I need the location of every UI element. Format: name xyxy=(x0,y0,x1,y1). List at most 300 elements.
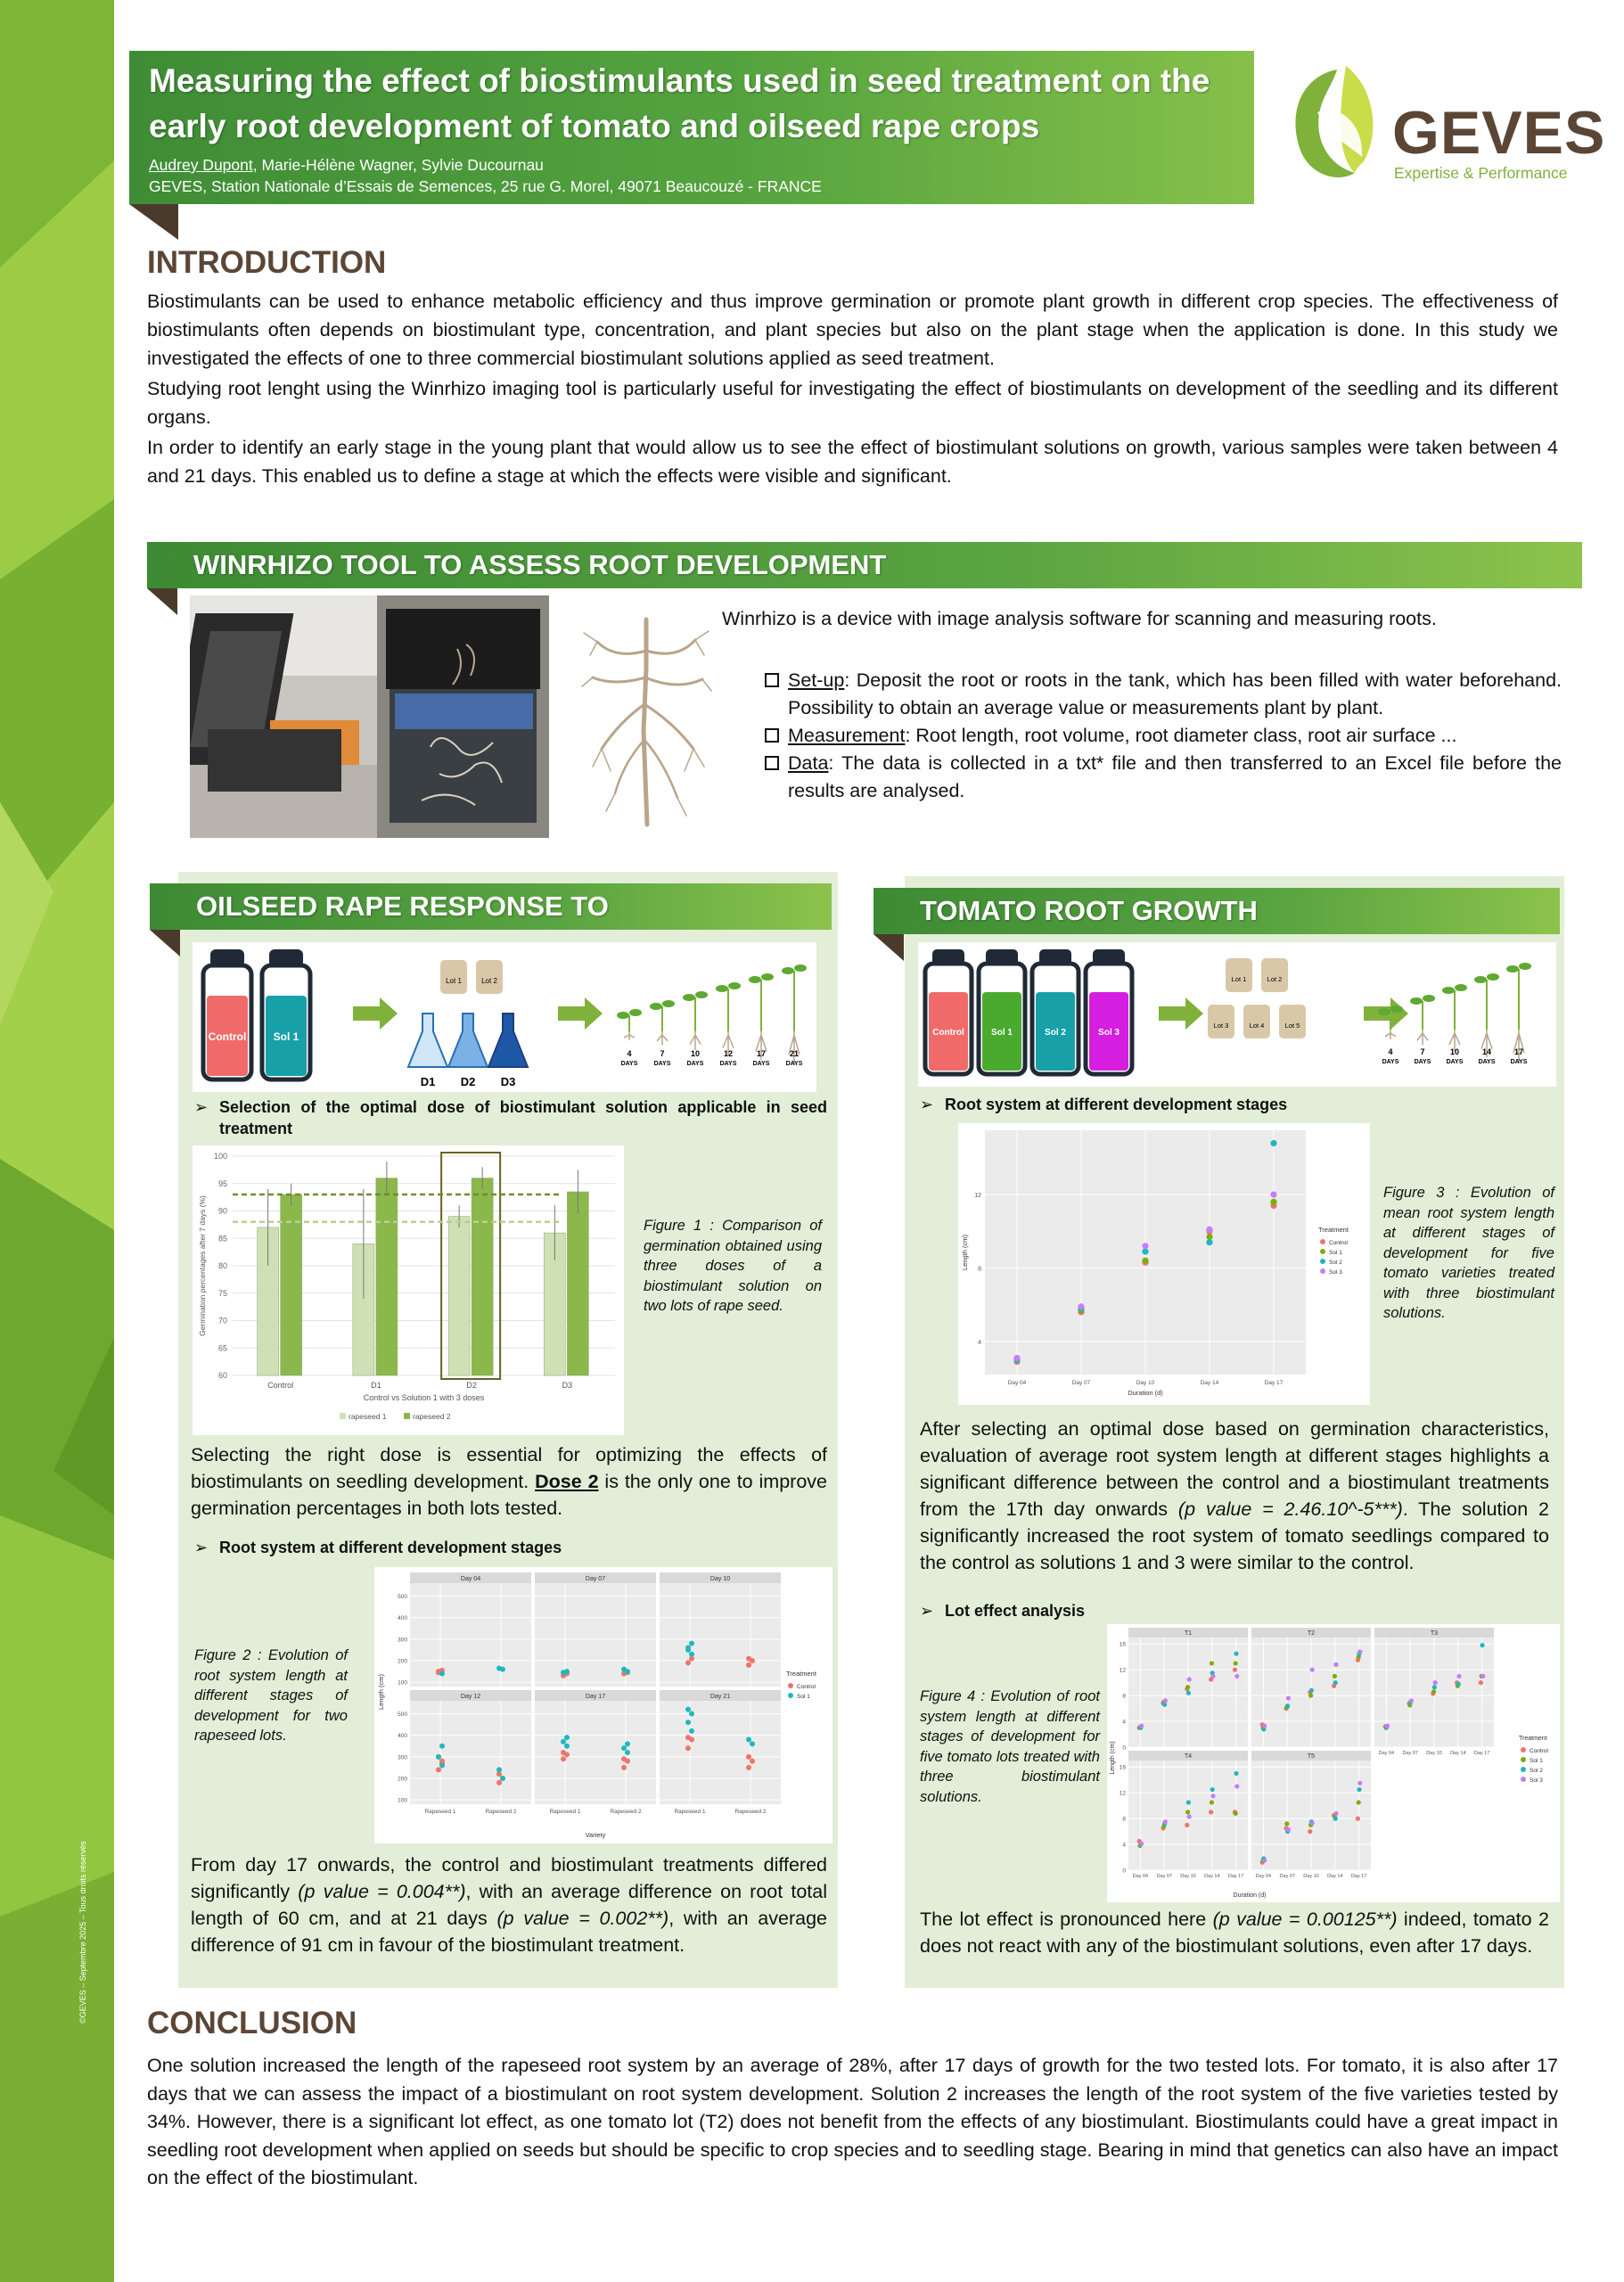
legend-marker xyxy=(1521,1747,1526,1753)
text-part: The lot effect is pronounced here xyxy=(920,1909,1213,1930)
legend-title: Treatment xyxy=(1318,1226,1349,1234)
bullet-text: Root system at different development stages xyxy=(219,1539,562,1556)
legend-label: rapeseed 2 xyxy=(413,1412,451,1421)
conclusion-text: One solution increased the length of the rapeseed root system by an average of 28%, after 17 days of growth for the two tested lots. For tomato, it is also after 17 days that we can assess the impact of a biostimulant on root system development. Solution 2 increases the length of the root system of the five varieties tested by 34%. However, there is a significant lot effect, as one tomato lot (T2) does not benefit from the effects of any biostimulant. Biostimulants could have a great impact in seedling root development when applied on seeds but should be specific to crop species and to seedling stage. Bearing in mind that genetics can also have an impact on the effect of the biostimulant. xyxy=(147,2055,1558,2188)
data-point-control xyxy=(685,1660,691,1665)
figure-3-caption: Figure 3 : Evolution of mean root system length at different stages of development for five tomato varieties treated with three biostimulant solutions. xyxy=(1383,1185,1554,1321)
leaf-icon xyxy=(1455,984,1467,991)
data-point xyxy=(1310,1668,1315,1672)
facet-title: Day 10 xyxy=(709,1576,731,1582)
data-point-sol1 xyxy=(436,1754,441,1760)
data-point xyxy=(1186,1691,1191,1695)
data-point xyxy=(1234,1811,1238,1816)
intro-paragraph-3: In order to identify an early stage in the young plant that would allow us to see the effect of biostimulant solutions on growth, various samples were taken between 4 and 21 days. This enabled us to define a stage at which the effects were visible and significant. xyxy=(147,437,1558,487)
data-point xyxy=(1385,1724,1390,1728)
data-point xyxy=(1209,1810,1213,1814)
leaf-icon xyxy=(1519,963,1531,970)
x-tick-label: Rapeseed 1 xyxy=(549,1809,581,1815)
introduction-text xyxy=(147,287,1558,492)
data-point xyxy=(1139,1724,1144,1728)
bottle-label: Sol 1 xyxy=(273,1030,299,1043)
decorative-side-band xyxy=(0,0,114,2282)
arrow-bullet-icon: ➢ xyxy=(194,1098,209,1116)
y-tick-label: 0 xyxy=(1122,1867,1126,1875)
data-point-sol1 xyxy=(1206,1234,1212,1240)
leaf-logo-icon xyxy=(1284,59,1390,193)
tomato-stages-paragraph xyxy=(920,1416,1549,1576)
ribbon-fold xyxy=(150,930,180,956)
winrhizo-checklist xyxy=(765,667,1562,805)
y-tick-label: 500 xyxy=(398,1594,407,1600)
data-point xyxy=(1186,1800,1191,1804)
facet-title: T4 xyxy=(1184,1753,1193,1760)
checkbox-icon xyxy=(765,756,779,770)
data-point xyxy=(1210,1794,1215,1798)
fig3-svg xyxy=(958,1123,1370,1405)
data-point xyxy=(1233,1668,1237,1672)
data-point-sol1 xyxy=(1142,1258,1148,1264)
legend-marker xyxy=(1320,1249,1325,1254)
bottle-label: Control xyxy=(208,1030,247,1043)
bar-rapeseed-2 xyxy=(376,1178,398,1375)
lot-label: Lot 2 xyxy=(1267,975,1283,983)
data-point-sol1 xyxy=(561,1739,566,1744)
root-system-icon xyxy=(579,615,713,829)
x-tick-label: Day 17 xyxy=(1473,1751,1490,1756)
day-unit: DAYS xyxy=(1510,1059,1528,1065)
data-point-control xyxy=(685,1745,691,1751)
x-tick-label: Day 14 xyxy=(1204,1874,1220,1879)
data-point-control xyxy=(621,1765,627,1770)
x-axis-label: Duration (d) xyxy=(1128,1389,1163,1397)
day-unit: DAYS xyxy=(653,1061,671,1067)
x-tick-label: Day 17 xyxy=(1264,1380,1284,1386)
data-point xyxy=(1185,1823,1189,1827)
banner-fold xyxy=(129,204,178,240)
data-point xyxy=(1162,1703,1167,1707)
tomato-protocol-scheme xyxy=(918,942,1556,1087)
y-tick-label: 300 xyxy=(398,1754,407,1761)
leaf-icon xyxy=(794,965,807,972)
y-tick-label: 70 xyxy=(217,1316,227,1326)
data-point-sol3 xyxy=(1078,1303,1084,1309)
x-tick-label: Day 07 xyxy=(1402,1751,1418,1756)
y-tick-label: 200 xyxy=(398,1776,407,1783)
data-point-control xyxy=(436,1767,441,1772)
data-point-sol3 xyxy=(1270,1192,1276,1198)
leaf-icon xyxy=(728,982,741,989)
facet-background xyxy=(410,1701,531,1804)
x-tick-label: Day 14 xyxy=(1450,1751,1466,1756)
legend-label: Control xyxy=(1329,1240,1348,1246)
data-point-sol1 xyxy=(625,1741,630,1746)
legend-marker xyxy=(1521,1777,1526,1782)
legend-marker xyxy=(788,1693,793,1698)
data-point xyxy=(1333,1662,1338,1667)
data-point xyxy=(1333,1817,1338,1821)
root-illustration xyxy=(579,615,713,829)
rapeseed-bullet-dose xyxy=(194,1096,827,1139)
dose-label: D1 xyxy=(420,1075,436,1088)
facet-title: Day 12 xyxy=(460,1694,481,1700)
text-part: is the only one to improve germination percentages in both lots tested. xyxy=(191,1471,827,1519)
leaf-icon xyxy=(749,976,761,983)
legend-swatch xyxy=(404,1413,410,1419)
x-tick-label: D3 xyxy=(562,1381,573,1390)
seedling-icon xyxy=(1442,984,1467,1051)
dose-flasks xyxy=(408,1014,528,1088)
coauthors: , Marie-Hélène Wagner, Sylvie Ducournau xyxy=(252,156,544,174)
x-tick-label: Day 17 xyxy=(1227,1874,1244,1879)
legend-label: rapeseed 1 xyxy=(349,1412,387,1421)
data-point-control xyxy=(746,1765,751,1770)
data-point-sol3 xyxy=(1013,1355,1020,1361)
ribbon-fold xyxy=(147,588,177,615)
day-number: 21 xyxy=(789,1049,800,1058)
rapeseed-bullet-stages xyxy=(194,1537,818,1558)
root-icon xyxy=(1513,1030,1524,1063)
data-point xyxy=(1210,1787,1215,1792)
arrow-bullet-icon: ➢ xyxy=(920,1602,934,1620)
day-unit: DAYS xyxy=(719,1061,737,1067)
leaf-icon xyxy=(1474,976,1487,983)
y-tick-label: 85 xyxy=(217,1234,227,1244)
y-tick-label: 400 xyxy=(398,1615,407,1622)
x-tick-label: Day 10 xyxy=(1136,1380,1155,1386)
bar-rapeseed-1 xyxy=(448,1217,470,1375)
seed-lots xyxy=(440,960,503,994)
data-point xyxy=(1357,1781,1362,1785)
logo-wordmark: GEVES xyxy=(1392,99,1606,167)
root-icon xyxy=(1417,1030,1428,1046)
data-point xyxy=(1262,1724,1267,1728)
figure-2-rapeseed-root-chart xyxy=(374,1567,833,1843)
day-number: 4 xyxy=(1388,1047,1393,1056)
data-point-sol1 xyxy=(621,1745,627,1751)
y-tick-label: 0 xyxy=(1122,1744,1126,1752)
y-tick-label: 300 xyxy=(398,1637,407,1644)
day-number: 7 xyxy=(1420,1047,1425,1056)
data-point-control xyxy=(561,1756,566,1761)
data-point-sol1 xyxy=(621,1667,627,1672)
lot-label: Lot 1 xyxy=(446,977,462,985)
y-tick-label: 16 xyxy=(1119,1764,1126,1771)
data-point xyxy=(1479,1680,1483,1685)
x-tick-label: Rapeseed 1 xyxy=(674,1809,706,1815)
legend-label: Sol 1 xyxy=(1530,1758,1543,1764)
data-point xyxy=(1234,1651,1238,1655)
root-icon xyxy=(690,1031,701,1050)
leaf-icon xyxy=(683,994,695,1001)
data-point-sol1 xyxy=(685,1647,691,1653)
data-point-sol1 xyxy=(685,1707,691,1712)
text-part: Selecting the right dose is essential for optimizing the effects of biostimulants on seedling development. xyxy=(191,1444,827,1492)
figure-3-tomato-root-chart xyxy=(958,1123,1370,1405)
checkbox-icon xyxy=(765,728,779,743)
day-unit: DAYS xyxy=(752,1061,770,1067)
tomato-bullet-lot xyxy=(920,1600,1544,1621)
bottle-sol-3 xyxy=(1086,949,1132,1074)
x-tick-label: Day 10 xyxy=(1180,1874,1196,1879)
leaf-icon xyxy=(617,1012,629,1019)
text-part: From day 17 onwards, the control and biostimulant treatments differed significantly xyxy=(191,1854,827,1902)
data-point-sol1 xyxy=(750,1741,755,1746)
day-number: 7 xyxy=(660,1049,665,1058)
facet-background xyxy=(535,1701,656,1804)
leaf-icon xyxy=(1487,973,1499,981)
rapeseed-scheme-svg xyxy=(193,942,816,1092)
x-axis-label: Duration (d) xyxy=(1233,1892,1267,1899)
fig4-svg xyxy=(1107,1624,1560,1902)
facet-title: T2 xyxy=(1307,1630,1316,1637)
x-tick-label: Day 10 xyxy=(1303,1874,1319,1879)
data-point xyxy=(1185,1685,1190,1689)
data-point-control xyxy=(496,1780,502,1785)
data-point xyxy=(1284,1821,1289,1826)
logo-tagline: Expertise & Performance xyxy=(1394,164,1568,182)
tomato-bullet-stages xyxy=(920,1094,1544,1115)
y-tick-label: 100 xyxy=(213,1152,227,1161)
x-tick-label: D2 xyxy=(466,1381,477,1390)
data-point-sol1 xyxy=(746,1737,751,1743)
author-list xyxy=(149,154,1234,176)
data-point xyxy=(1163,1698,1168,1703)
dose-label: D2 xyxy=(460,1075,476,1088)
data-point xyxy=(1163,1819,1168,1824)
day-unit: DAYS xyxy=(1478,1059,1496,1065)
facet-background xyxy=(660,1701,781,1804)
facet-title: Day 21 xyxy=(709,1694,731,1700)
seedling-icon xyxy=(1410,995,1435,1046)
x-tick-label: Day 04 xyxy=(1132,1874,1149,1879)
rapeseed-dose-paragraph xyxy=(191,1441,827,1522)
y-tick-label: 12 xyxy=(974,1193,981,1200)
facet-background xyxy=(535,1583,656,1687)
seedling-icon xyxy=(716,982,741,1055)
data-point xyxy=(1234,1661,1238,1665)
x-tick-label: Day 07 xyxy=(1071,1380,1091,1386)
data-point xyxy=(1333,1680,1338,1685)
bottle-label: Control xyxy=(932,1028,964,1038)
data-point xyxy=(1480,1643,1484,1647)
leaf-icon xyxy=(629,1009,642,1016)
item-term: Set-up xyxy=(788,669,845,691)
x-tick-label: Day 07 xyxy=(1279,1874,1295,1879)
legend-marker xyxy=(788,1683,793,1688)
data-point-sol2 xyxy=(1206,1239,1212,1245)
presenting-author: Audrey Dupont xyxy=(149,156,253,174)
data-point-sol2 xyxy=(1142,1248,1148,1254)
y-tick-label: 4 xyxy=(1122,1842,1126,1849)
data-point xyxy=(1357,1649,1362,1654)
copyright-notice: ©GEVES – Septembre 2025 – Tous droits réservés xyxy=(78,1841,87,2023)
checkbox-icon xyxy=(765,673,779,687)
data-point-sol1 xyxy=(564,1744,570,1749)
legend-marker xyxy=(1320,1259,1325,1264)
y-tick-label: 65 xyxy=(217,1343,227,1353)
data-point-control xyxy=(746,1662,751,1668)
day-unit: DAYS xyxy=(785,1061,803,1067)
data-point-sol1 xyxy=(439,1744,445,1749)
rapeseed-results-paragraph xyxy=(191,1851,827,1958)
title-banner xyxy=(129,51,1254,204)
x-tick-label: Day 17 xyxy=(1350,1874,1367,1879)
data-point-sol1 xyxy=(1270,1199,1276,1205)
y-tick-label: 100 xyxy=(398,1679,407,1687)
data-point xyxy=(1308,1829,1312,1834)
data-point xyxy=(1431,1689,1436,1694)
y-tick-label: 95 xyxy=(217,1178,227,1188)
p-value: (p value = 0.004**) xyxy=(298,1881,466,1902)
y-tick-label: 4 xyxy=(1122,1719,1126,1726)
y-tick-label: 75 xyxy=(217,1288,227,1298)
y-axis-label: Length (cm) xyxy=(961,1234,969,1271)
data-point xyxy=(1357,1800,1361,1804)
data-point xyxy=(1210,1674,1215,1679)
data-point xyxy=(1187,1814,1192,1818)
y-tick-label: 8 xyxy=(1122,1693,1126,1700)
data-point-sol1 xyxy=(625,1750,630,1755)
data-point-control xyxy=(621,1756,627,1761)
y-tick-label: 400 xyxy=(398,1733,407,1740)
seedling-icon xyxy=(749,973,774,1060)
bottle-sol-1 xyxy=(979,949,1025,1074)
x-tick-label: Rapeseed 2 xyxy=(734,1809,767,1815)
legend-label: Control xyxy=(1530,1748,1548,1754)
data-point xyxy=(1185,1810,1190,1814)
data-point xyxy=(1409,1698,1414,1703)
bar-rapeseed-2 xyxy=(472,1178,493,1375)
fig1-svg xyxy=(193,1145,624,1435)
x-tick-label: Control xyxy=(267,1381,294,1390)
seedling-icon xyxy=(683,991,708,1050)
text-part: indeed, tomato 2 does not react with any of the biostimulant solutions, even after 17 days. xyxy=(920,1909,1549,1957)
legend-marker xyxy=(1521,1757,1526,1762)
data-point-sol2 xyxy=(1270,1140,1276,1146)
tomato-lot-paragraph xyxy=(920,1906,1549,1959)
y-axis-label: Germination percentages after 7 days (%) xyxy=(198,1195,207,1336)
data-point-sol1 xyxy=(561,1670,566,1675)
data-point xyxy=(1432,1685,1437,1689)
leaf-icon xyxy=(1423,995,1435,1002)
legend-label: Control xyxy=(797,1684,816,1690)
data-point xyxy=(1210,1800,1214,1804)
rapeseed-heading: OILSEED RAPE RESPONSE TO xyxy=(196,891,609,922)
item-text: : The data is collected in a txt* file and then transferred to an Excel file before the results are analysed. xyxy=(788,752,1562,801)
y-tick-label: 500 xyxy=(398,1712,407,1718)
root-icon xyxy=(624,1031,635,1040)
data-point-sol1 xyxy=(439,1671,445,1677)
p-value: (p value = 0.00125**) xyxy=(1212,1909,1398,1930)
x-tick-label: Day 10 xyxy=(1426,1751,1442,1756)
data-point xyxy=(1139,1842,1144,1846)
seedling-growth-stages xyxy=(617,965,807,1067)
leaf-icon xyxy=(1506,965,1519,973)
legend-marker xyxy=(1521,1767,1526,1772)
data-point xyxy=(1308,1694,1313,1698)
bottle-label: Sol 1 xyxy=(991,1028,1013,1038)
x-axis-label: Control vs Solution 1 with 3 doses xyxy=(363,1393,485,1402)
y-axis-label: Length (cm) xyxy=(1110,1741,1116,1775)
data-point xyxy=(1310,1821,1315,1826)
y-tick-label: 12 xyxy=(1119,1667,1126,1674)
x-tick-label: D1 xyxy=(371,1381,381,1390)
tomato-section-header xyxy=(874,888,1560,934)
intro-paragraph-1: Biostimulants can be used to enhance metabolic efficiency and thus improve germination or promote plant growth in different crop species. The effectiveness of biostimulants often depends on biostimulant type, concentration, and plant species but also on the plant stage when the application is done. In this study we investigated the effects of one to three commercial biostimulant solutions applied as seed treatment. xyxy=(147,291,1558,369)
dose-label: D3 xyxy=(500,1075,516,1088)
legend-label: Sol 1 xyxy=(797,1694,810,1700)
y-tick-label: 100 xyxy=(398,1797,407,1804)
day-number: 10 xyxy=(1449,1047,1460,1056)
day-number: 17 xyxy=(1513,1047,1524,1056)
text-part: , with an average difference of 91 cm in favour of the biostimulant treatment. xyxy=(191,1908,827,1956)
day-number: 12 xyxy=(723,1049,734,1058)
leaf-icon xyxy=(1390,1006,1403,1013)
tomato-heading: TOMATO ROOT GROWTH xyxy=(920,895,1258,926)
leaf-icon xyxy=(761,973,774,981)
y-tick-label: 80 xyxy=(217,1261,227,1270)
day-number: 10 xyxy=(690,1049,701,1058)
text-part: , with an average difference on root total length of 60 cm, and at 21 days xyxy=(191,1881,828,1929)
leaf-icon xyxy=(650,1003,662,1010)
root-tank-photo xyxy=(377,595,549,838)
data-point-sol3 xyxy=(1206,1227,1212,1233)
checklist-item-data xyxy=(765,750,1562,805)
seed-lots xyxy=(1208,958,1306,1038)
data-point-control xyxy=(685,1735,691,1740)
data-point-sol1 xyxy=(496,1767,502,1772)
data-point-control xyxy=(561,1750,566,1755)
x-tick-label: Rapeseed 2 xyxy=(610,1809,642,1815)
checklist-item-measurement xyxy=(765,722,1562,750)
data-point xyxy=(1286,1827,1291,1832)
item-term: Measurement xyxy=(788,725,906,746)
data-point xyxy=(1309,1688,1314,1693)
y-tick-label: 90 xyxy=(217,1206,227,1216)
arrow-right-icon xyxy=(1159,997,1203,1030)
figure-4-lot-effect-chart xyxy=(1107,1624,1560,1902)
data-point xyxy=(1234,1784,1239,1788)
lot-label: Lot 1 xyxy=(1231,975,1247,983)
data-point xyxy=(1357,1787,1361,1792)
day-number: 17 xyxy=(756,1049,767,1058)
checklist-item-setup xyxy=(765,667,1562,722)
leaf-icon xyxy=(695,991,708,998)
solution-bottles xyxy=(925,949,1132,1074)
y-tick-label: 60 xyxy=(217,1371,227,1380)
legend-label: Sol 1 xyxy=(1329,1250,1342,1256)
bullet-text: Lot effect analysis xyxy=(945,1602,1086,1620)
arrow-bullet-icon: ➢ xyxy=(920,1096,934,1113)
winrhizo-intro: Winrhizo is a device with image analysis software for scanning and measuring roots. xyxy=(722,608,1437,629)
legend-label: Sol 2 xyxy=(1530,1768,1543,1774)
day-number: 4 xyxy=(627,1049,632,1058)
item-text: : Root length, root volume, root diameter class, root air surface ... xyxy=(905,725,1457,746)
figure-2-caption: Figure 2 : Evolution of root system length at different stages of development for two rapeseed lots. xyxy=(194,1647,348,1744)
legend-title: Treatment xyxy=(1519,1736,1547,1742)
lot-label: Lot 3 xyxy=(1213,1022,1229,1030)
p-value: (p value = 2.46.10^-5***) xyxy=(1177,1498,1403,1520)
text-part: . The solution 2 significantly increased the root system of tomato seedlings compared to the control as solutions 1 and 3 were similar to the control. xyxy=(920,1498,1549,1573)
rapeseed-section-header xyxy=(150,883,832,930)
day-unit: DAYS xyxy=(1382,1059,1399,1065)
bottle-control xyxy=(925,949,972,1074)
legend-label: Sol 3 xyxy=(1329,1269,1342,1276)
bullet-text: Selection of the optimal dose of biostimulant solution applicable in seed treatment xyxy=(219,1098,827,1137)
scanner-photo xyxy=(190,595,377,838)
seedling-icon xyxy=(617,1009,642,1040)
data-point-sol1 xyxy=(689,1652,694,1657)
